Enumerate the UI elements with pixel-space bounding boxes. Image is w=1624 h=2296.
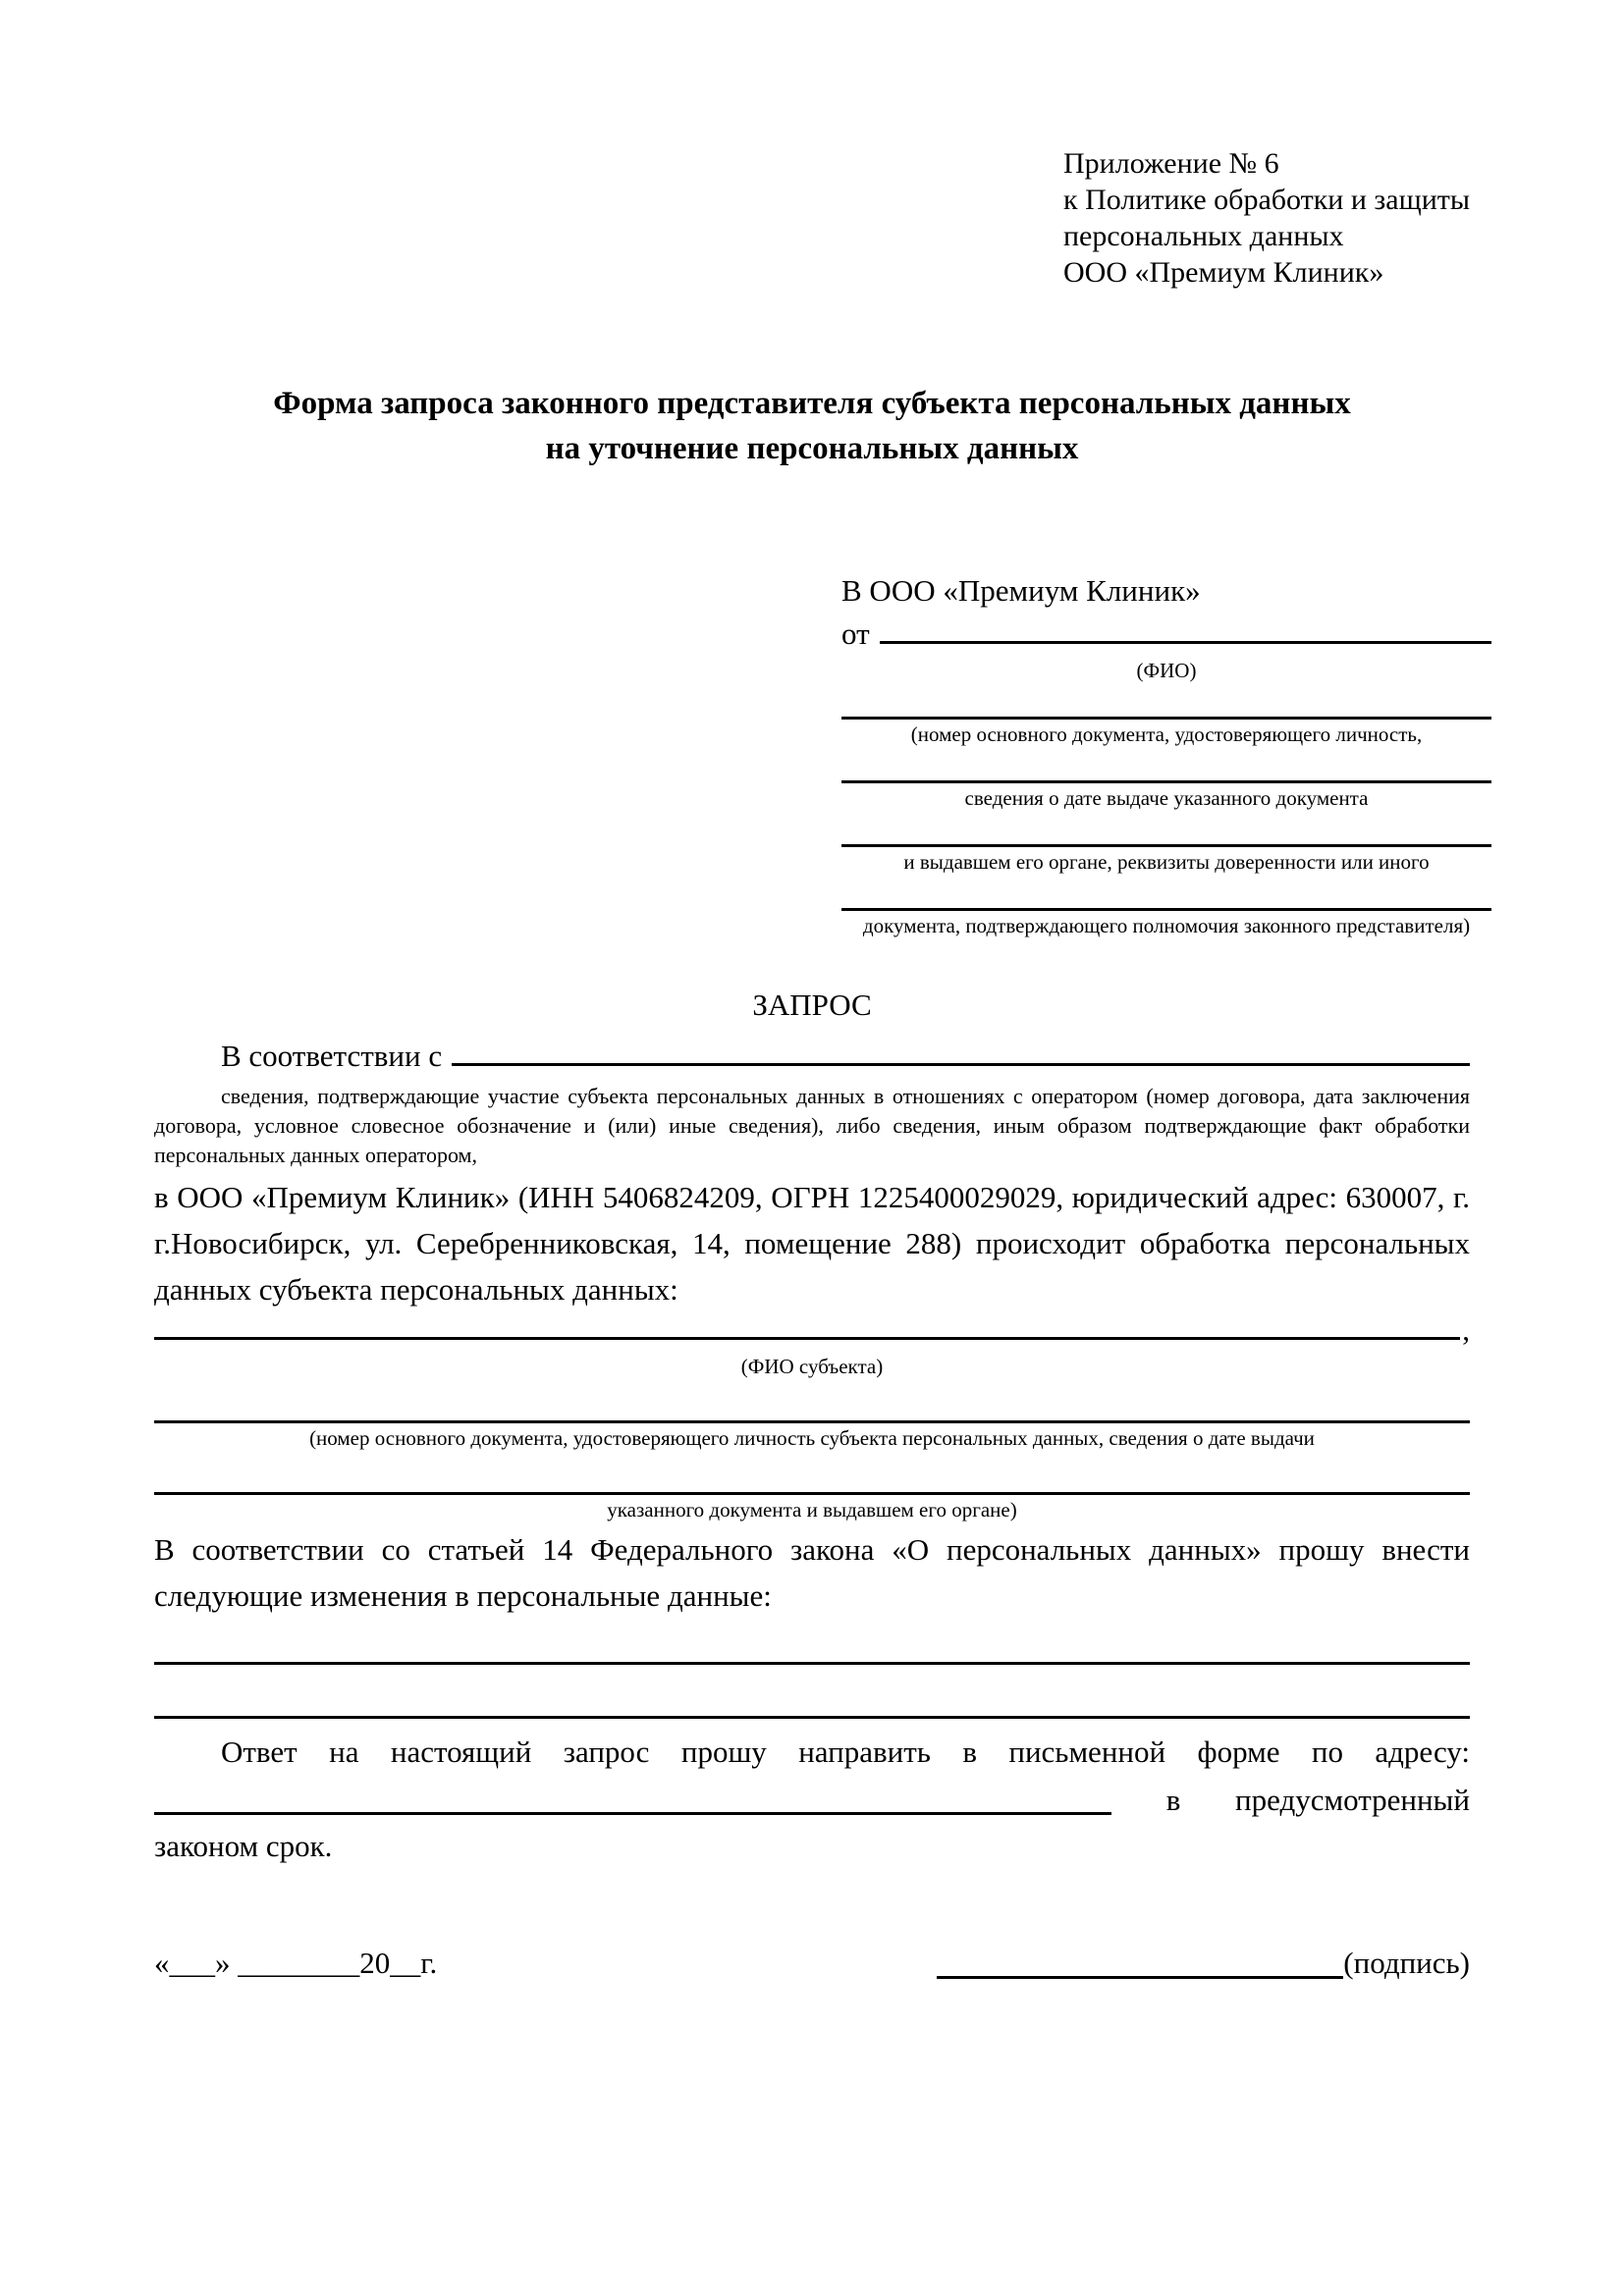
answer-tail: законом срок. [154, 1829, 333, 1863]
operator-paragraph: в ООО «Премиум Клиник» (ИНН 5406824209, ОГРН 1225400029029, юридический адрес: 630007, г. г.Новосибирск, ул. Серебренниковская, 14, помещение 288) происходит обработка персональных данных субъекта персональных данных: [154, 1180, 1470, 1307]
annex-line-4: ООО «Премиум Клиник» [1063, 256, 1384, 289]
request-heading: ЗАПРОС [752, 988, 872, 1022]
fill-line-signature [937, 1976, 1343, 1979]
law-paragraph: В соответствии со статьей 14 Федерального закона «О персональных данных» прошу внести следующие изменения в персональные данные: [154, 1532, 1470, 1613]
subject-name-row [154, 1312, 1470, 1352]
signature-group [937, 1942, 1470, 1985]
addressee-block [841, 569, 1491, 938]
fill-line-authority-document [841, 875, 1491, 911]
fill-line-relation-details [452, 1063, 1470, 1066]
addressee-to: В ООО «Премиум Клиник» [841, 573, 1201, 608]
caption-id-document: (номер основного документа, удостоверяющего личность, [910, 722, 1423, 746]
fill-line-changes-2 [154, 1665, 1470, 1719]
relation-details-note: сведения, подтверждающие участие субъекта персональных данных в отношениях с оператором (номер договора, дата заключения договора, условное словесное обозначение и (или) иные сведения), либо сведения, иным образом подтверждающие факт обработки персональных данных оператором, [154, 1084, 1470, 1167]
signature-caption: (подпись) [1343, 1946, 1470, 1980]
caption-subject-issuing-authority: указанного документа и выдавшем его органе) [607, 1498, 1017, 1522]
date-blank: «___» ________20__г. [154, 1946, 438, 1980]
accordance-row [154, 1035, 1470, 1078]
caption-fio: (ФИО) [1136, 659, 1197, 682]
caption-issue-date: сведения о дате выдаче указанного документа [964, 786, 1369, 810]
answer-intro-paragraph: Ответ на настоящий запрос прошу направить в письменной форме по адресу: [221, 1735, 1470, 1769]
annex-note [1063, 145, 1470, 291]
caption-issuing-authority: и выдавшем его органе, реквизиты доверенности или иного [903, 850, 1430, 874]
answer-address-row [154, 1777, 1470, 1823]
from-label: от [841, 616, 870, 651]
caption-authority-document: документа, подтверждающего полномочия законного представителя) [862, 914, 1471, 937]
fill-line-subject-name [154, 1337, 1460, 1340]
fill-line-issue-date [841, 747, 1491, 783]
annex-line-1: Приложение № 6 [1063, 147, 1279, 180]
footer-row [154, 1942, 1470, 1985]
annex-line-3: персональных данных [1063, 220, 1344, 252]
accordance-label: В соответствии с [221, 1039, 443, 1073]
document-title [154, 381, 1470, 471]
fill-line-answer-address [154, 1812, 1111, 1815]
title-line-1: Форма запроса законного представителя субъекта персональных данных [273, 386, 1351, 421]
title-line-2: на уточнение персональных данных [545, 431, 1079, 466]
fill-line-id-document [841, 683, 1491, 720]
fill-line-subject-issuing-authority [154, 1451, 1470, 1495]
caption-subject-fio: (ФИО субъекта) [740, 1355, 884, 1378]
fill-line-representative-name [880, 641, 1491, 644]
answer-word-in: в [1165, 1783, 1181, 1817]
addressee-from-row [841, 613, 1491, 656]
caption-subject-id-document: (номер основного документа, удостоверяющего личность субъекта персональных данных, сведения о дате выдачи [309, 1426, 1315, 1450]
annex-line-2: к Политике обработки и защиты [1063, 184, 1471, 216]
fill-line-changes-1 [154, 1619, 1470, 1665]
fill-line-subject-id-document [154, 1379, 1470, 1423]
answer-word-pred: предусмотренный [1235, 1783, 1470, 1817]
fill-line-issuing-authority [841, 811, 1491, 847]
trailing-comma: , [1462, 1312, 1470, 1347]
